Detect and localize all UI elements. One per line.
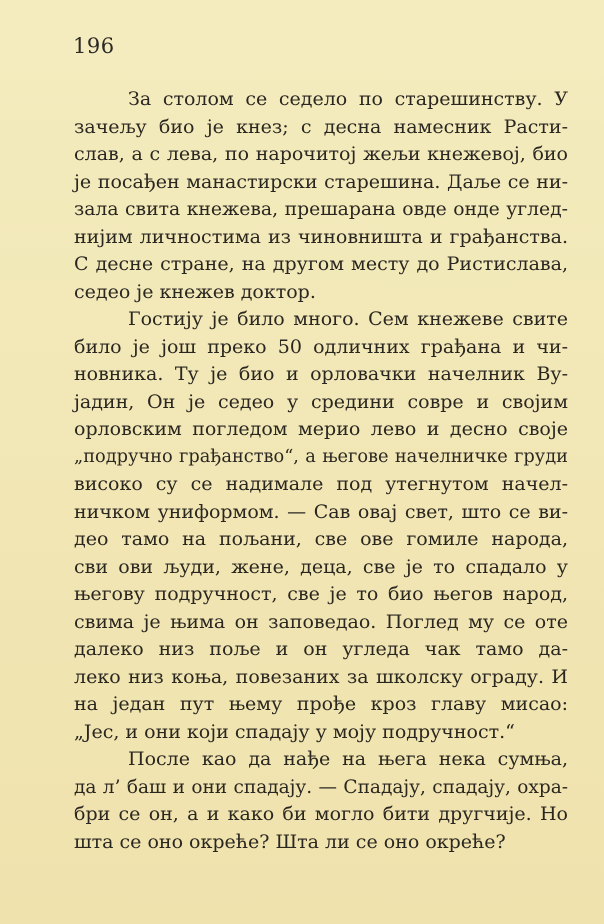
page-number: 196: [73, 34, 115, 58]
text-line: бри се он, а и како би могло бити другчије. Но: [74, 803, 568, 825]
text-line: на један пут њему прође кроз главу мисао:: [74, 693, 568, 715]
text-line: сви ови људи, жене, деца, све је то спадало у: [74, 555, 568, 578]
text-line: седео је кнежев доктор.: [74, 280, 316, 303]
text-line: свима је њима он заповедао. Поглед му се оте: [74, 610, 568, 633]
text-line: део тамо на пољани, све ове гомиле народа,: [74, 528, 568, 550]
text-line: јадин, Он је седео у средини совре и својим: [74, 390, 568, 413]
text-line: „подручно грађанство“, а његове начелничке груди: [74, 446, 568, 467]
text-line: високо су се надимале под утегнутом начел-: [74, 473, 568, 495]
text-line: Гостију је било много. Сем кнежеве свите: [128, 308, 568, 330]
text-line: С десне стране, на другом месту до Ристислава,: [74, 253, 568, 275]
text-line: После као да нађе на њега нека сумња,: [128, 748, 568, 770]
text-line: зачељу био је кнез; с десна намесник Расти-: [74, 115, 568, 138]
text-line: далеко низ поље и он угледа чак тамо да-: [74, 638, 568, 660]
text-line: да л’ баш и они спадају. — Спадају, спадају, охра-: [74, 776, 568, 798]
text-line: је посађен манастирски старешина. Даље се ни-: [74, 170, 568, 193]
text-line: орловским погледом мерио лево и десно своје: [74, 418, 568, 440]
text-line: зала свита кнежева, прешарана овде онде углед-: [74, 199, 568, 220]
text-line: За столом се седело по старешинству. У: [128, 88, 568, 110]
text-line: његову подручност, све је то био његов народ,: [74, 583, 568, 605]
text-line: ничком униформом. — Сав овај свет, што се ви-: [74, 500, 568, 523]
text-line: нијим личностима из чиновништа и грађанства.: [74, 225, 568, 248]
body-text: [74, 86, 568, 856]
text-line: леко низ коња, повезаних за школску ограду. И: [74, 665, 568, 688]
text-line: новника. Ту је био и орловачки начелник Ву-: [74, 363, 568, 385]
text-line: „Јес, и они који спадају у моју подручност.“: [74, 720, 515, 743]
text-line: слав, а с лева, по нарочитој жељи кнежевој, био: [74, 143, 568, 165]
text-line: шта се оно окреће? Шта ли се оно окреће?: [74, 830, 506, 853]
text-line: било је још преко 50 одличних грађана и чи-: [74, 335, 568, 358]
